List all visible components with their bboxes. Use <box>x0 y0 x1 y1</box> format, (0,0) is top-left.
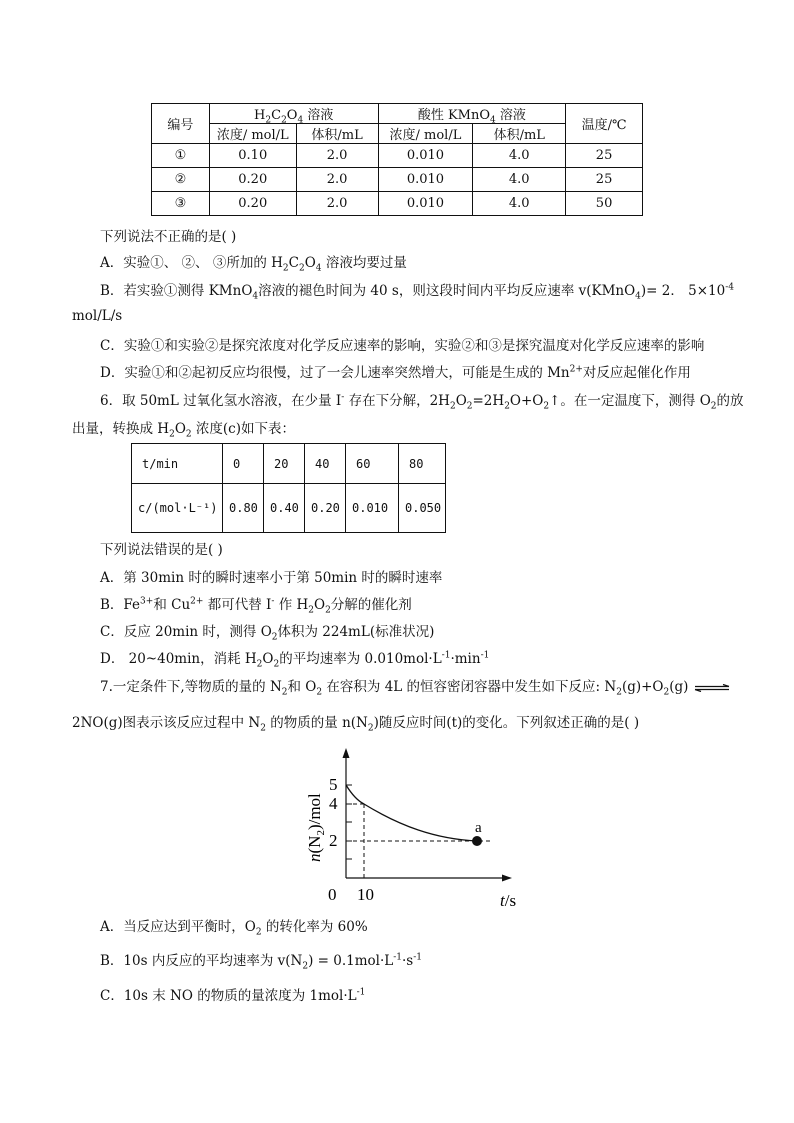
row-label-time: t/min <box>132 444 223 484</box>
cell-c2: 0.010 <box>378 144 473 168</box>
q7-option-a: A．当反应达到平衡时，$O_2$ 的转化率为 60% <box>100 919 368 938</box>
y-axis-arrow-icon <box>343 748 350 758</box>
cell-c: 0.40 <box>264 484 305 533</box>
q6-stem-line1: 6．取 50mL 过氧化氢水溶液，在少量 I- 存在下分解，$2H_2O_2=2H_2O+O_2↑$。在一定温度下，测得 $O_2$的放 <box>100 392 744 412</box>
q5-option-b: B．若实验①测得 KMnO$_4$溶液的褪色时间为 40 s，则这段时间内平均反应速率 v(KMnO$_4$)= 2． $5\times 10^{-4}$ <box>100 282 735 302</box>
experiment-table <box>151 103 643 216</box>
header-conc1: 浓度/ mol/L <box>209 124 296 144</box>
cell-t: 0 <box>223 444 264 484</box>
header-id: 编号 <box>152 104 210 144</box>
cell-c: 0.20 <box>305 484 346 533</box>
cell-v2: 4.0 <box>473 192 566 216</box>
cell-t: 60 <box>346 444 399 484</box>
cell-id: ③ <box>152 192 210 216</box>
svg-text:0: 0 <box>328 885 337 904</box>
table-row-time <box>132 444 446 484</box>
cell-c: 0.80 <box>223 484 264 533</box>
header-vol2: 体积/mL <box>473 124 566 144</box>
svg-text:4: 4 <box>329 794 338 813</box>
cell-c1: 0.10 <box>209 144 296 168</box>
svg-text:2: 2 <box>329 831 338 850</box>
cell-t: 80 <box>399 444 446 484</box>
x-axis-label: t/s <box>500 891 517 910</box>
q6-option-a: A．第 30min 时的瞬时速率小于第 50min 时的瞬时速率 <box>100 570 443 586</box>
cell-id: ① <box>152 144 210 168</box>
q6-option-d: D． 20~40min，消耗 $H_2O_2$的平均速率为 $0.010mol\cdot L^{-1}\cdot\min^{-1}$ <box>100 650 490 670</box>
cell-t: 20 <box>264 444 305 484</box>
cell-v2: 4.0 <box>473 144 566 168</box>
header-temp: 温度/℃ <box>566 104 643 144</box>
cell-c2: 0.010 <box>378 192 473 216</box>
header-h2c2o4: $H_2C_2O_4$ 溶液 <box>209 104 378 124</box>
cell-temp: 25 <box>566 168 643 192</box>
cell-v2: 4.0 <box>473 168 566 192</box>
equilibrium-arrow-icon <box>694 684 730 692</box>
cell-c1: 0.20 <box>209 168 296 192</box>
q5-option-c: C．实验①和实验②是探究浓度对化学反应速率的影响，实验②和③是探究温度对化学反应速率的影响 <box>100 338 705 354</box>
svg-text:5: 5 <box>329 775 338 794</box>
header-kmno4: 酸性 KMnO$_4$ 溶液 <box>378 104 566 124</box>
n2-curve <box>346 785 477 841</box>
header-vol1: 体积/mL <box>296 124 378 144</box>
q6-stem-line2: 出量，转换成 $H_2O_2$ 浓度(c)如下表： <box>72 421 296 440</box>
q5-option-b-cont: mol/L/s <box>72 308 123 324</box>
q7-stem-line1: 7.一定条件下,等物质的量的 $N_2$和 $O_2$ 在容积为 4L 的恒容密闭容器中发生如下反应: $N_2(g)+O_2(g)$ <box>100 678 730 696</box>
table-row <box>152 144 643 168</box>
cell-t: 40 <box>305 444 346 484</box>
cell-temp: 50 <box>566 192 643 216</box>
q7-option-b: B．10s 内反应的平均速率为 $v(N_2) = 0.1mol\cdot L^{-1}\cdot s^{-1}$ <box>100 952 422 972</box>
table-row <box>152 192 643 216</box>
cell-c: 0.050 <box>399 484 446 533</box>
cell-c2: 0.010 <box>378 168 473 192</box>
q5-option-a: A．实验①、 ②、 ③所加的 $H_2C_2O_4$ 溶液均要过量 <box>100 255 407 274</box>
q5-option-d: D．实验①和②起初反应均很慢，过了一会儿速率突然增大，可能是生成的 $Mn^{2+}$对反应起催化作用 <box>100 364 691 381</box>
svg-text:10: 10 <box>357 885 374 904</box>
cell-c: 0.010 <box>346 484 399 533</box>
cell-v1: 2.0 <box>296 168 378 192</box>
concentration-table <box>131 443 446 533</box>
cell-v1: 2.0 <box>296 192 378 216</box>
table-row <box>152 168 643 192</box>
cell-temp: 25 <box>566 144 643 168</box>
q7-option-c: C．10s 末 NO 的物质的量浓度为 $1mol\cdot L^{-1}$ <box>100 987 366 1004</box>
cell-c1: 0.20 <box>209 192 296 216</box>
cell-v1: 2.0 <box>296 144 378 168</box>
q5-prompt: 下列说法不正确的是( ) <box>100 229 237 245</box>
q6-option-b: B．$Fe^{3+}$和 $Cu^{2+}$ 都可代替 I- 作 $H_2O_2$分解的催化剂 <box>100 596 412 616</box>
n2-amount-chart <box>290 740 520 910</box>
header-conc2: 浓度/ mol/L <box>378 124 473 144</box>
y-axis-label: $n(N_2)$/mol <box>305 793 327 862</box>
cell-id: ② <box>152 168 210 192</box>
table-row-conc <box>132 484 446 533</box>
x-axis-arrow-icon <box>502 875 512 882</box>
q6-prompt: 下列说法错误的是( ) <box>100 542 223 558</box>
q6-option-c: C．反应 20min 时，测得 $O_2$体积为 224mL(标准状况) <box>100 624 435 643</box>
q7-stem-line2: 2NO(g)图表示该反应过程中 $N_2$ 的物质的量 $n(N_2)$随反应时间(t)的变化。下列叙述正确的是( ) <box>72 715 640 734</box>
row-label-conc: c/(mol·L⁻¹) <box>132 484 223 533</box>
point-a <box>472 836 482 846</box>
point-a-label: a <box>475 820 482 836</box>
